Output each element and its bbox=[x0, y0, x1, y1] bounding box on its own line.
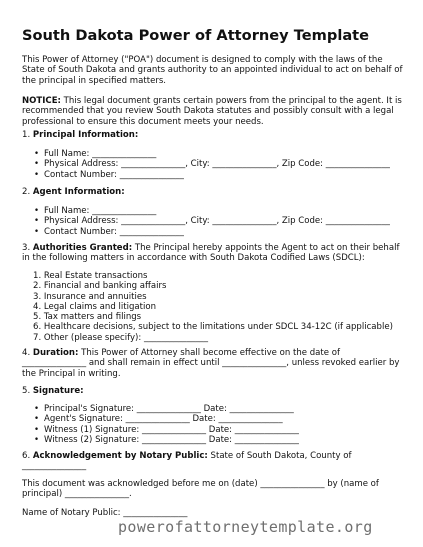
notice-text: This legal document grants certain powers from the principal to the agent. It is recommended that you review South Dakota statutes and possibly consult with a legal professional to ensure this document meets your needs. bbox=[22, 96, 402, 127]
notary-heading: Acknowledgement by Notary Public: bbox=[32, 451, 208, 461]
list-item: 2. Financial and banking affairs bbox=[33, 281, 167, 292]
duration-paragraph: 4. Duration: This Power of Attorney shall become effective on the date of _______________ and shall remain in effect until _______________, unless revoked earlier by the Principal in writing. bbox=[22, 348, 400, 379]
notice-label: NOTICE: bbox=[22, 96, 61, 106]
principal-address-field[interactable]: • Physical Address: _______________, City: _______________, Zip Code: _______________ bbox=[22, 159, 404, 169]
witness-2-signature-field[interactable]: • Witness (2) Signature: _______________ Date: _______________ bbox=[22, 435, 404, 445]
notary-paragraph: 6. Acknowledgement by Notary Public: State of South Dakota, County of _______________ bbox=[22, 451, 352, 472]
list-item: 5. Tax matters and filings bbox=[33, 312, 142, 323]
agent-fields bbox=[22, 206, 404, 237]
authorities-paragraph: 3. Authorities Granted: The Principal hereby appoints the Agent to act on their behalf in the following matters in accordance with South Dakota Codified Laws (SDCL): bbox=[22, 243, 400, 264]
agent-heading: 2. Agent Information: bbox=[22, 187, 125, 197]
principal-contact-field[interactable]: • Contact Number: _______________ bbox=[22, 170, 404, 180]
agent-signature-field[interactable]: • Agent's Signature: _______________ Date: _______________ bbox=[22, 414, 404, 424]
duration-heading: Duration: bbox=[32, 348, 79, 358]
intro-paragraph: This Power of Attorney ("POA") document is designed to comply with the laws of the State of South Dakota and grants authority to an appointed individual to act on behalf of the principal in specified matters. bbox=[22, 55, 403, 86]
authorities-heading: Authorities Granted: bbox=[32, 243, 133, 253]
signature-heading: 5. Signature: bbox=[22, 386, 84, 396]
list-item: 4. Legal claims and litigation bbox=[33, 301, 156, 312]
signature-fields bbox=[22, 404, 404, 445]
list-item: 1. Real Estate transactions bbox=[33, 271, 148, 281]
principal-full-name-field[interactable]: • Full Name: _______________ bbox=[22, 149, 404, 159]
witness-1-signature-field[interactable]: • Witness (1) Signature: _______________ Date: _______________ bbox=[22, 425, 404, 435]
list-item: 6. Healthcare decisions, subject to the limitations under SDCL 34-12C (if applicable) bbox=[33, 322, 393, 333]
agent-contact-field[interactable]: • Contact Number: _______________ bbox=[22, 227, 404, 237]
notary-acknowledged-line[interactable]: This document was acknowledged before me on (date) _______________ by (name of principal) _______________. bbox=[22, 479, 379, 500]
site-watermark: powerofattorneytemplate.org bbox=[118, 518, 373, 536]
list-item-other[interactable]: 7. Other (please specify): _______________ bbox=[33, 332, 209, 343]
agent-address-field[interactable]: • Physical Address: _______________, City: _______________, Zip Code: _______________ bbox=[22, 216, 404, 226]
notary-name-line[interactable]: Name of Notary Public: _______________ bbox=[22, 508, 188, 518]
list-item: 3. Insurance and annuities bbox=[33, 291, 147, 302]
agent-full-name-field[interactable]: • Full Name: _______________ bbox=[22, 206, 404, 216]
principal-fields bbox=[22, 149, 404, 180]
principal-heading: 1. Principal Information: bbox=[22, 130, 139, 140]
notice-paragraph bbox=[22, 96, 404, 127]
document-title: South Dakota Power of Attorney Template bbox=[22, 27, 370, 44]
authorities-list bbox=[22, 271, 404, 343]
principal-signature-field[interactable]: • Principal's Signature: _______________ Date: _______________ bbox=[22, 404, 404, 414]
